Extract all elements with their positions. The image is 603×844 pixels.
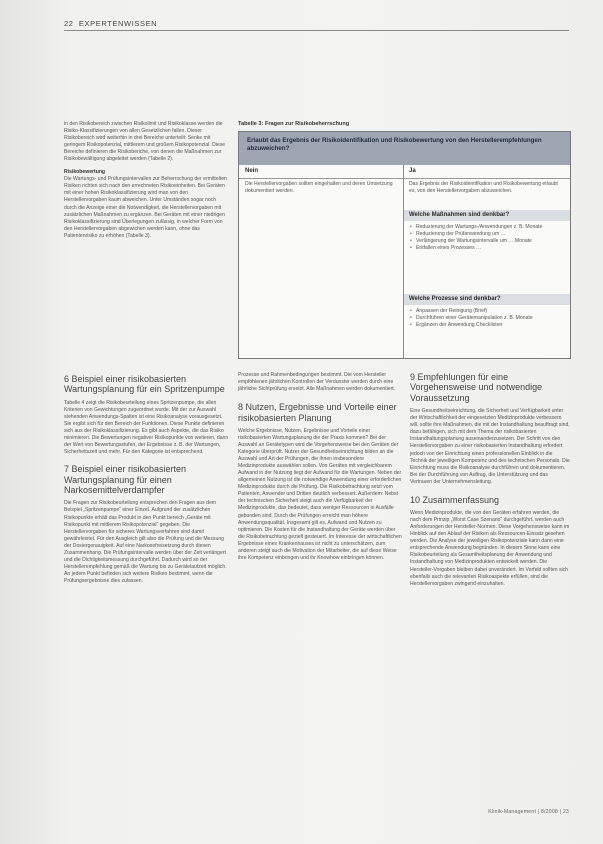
measures-heading: Welche Maßnahmen sind denkbar? xyxy=(404,210,570,221)
bullet-icon: • xyxy=(410,308,412,314)
no-text: Die Herstellervorgaben sollten eingehalten und deren Umsetzung dokumentiert werden. xyxy=(245,181,393,194)
no-label: Nein xyxy=(245,168,259,174)
measure-item xyxy=(409,238,564,245)
process-list xyxy=(409,308,564,329)
section-9-title: 9 Empfehlungen für eine Vorgehensweise und notwendige Voraussetzung xyxy=(410,372,543,403)
middle-intro: Prozesse und Rahmenbedingungen bestimmt. Die vom Hersteller empfohlenen jährlichen Kontrollen der Verdunster werden durch eine jährliche Sichtprüfung ersetzt. Alle Maßnahmen werden dokumentiert. xyxy=(238,372,396,393)
measure-item xyxy=(409,231,564,238)
table-row-rule xyxy=(239,178,570,179)
table-question: Erlaubt das Ergebnis der Risikoidentifikation und Risikobewertung von den Herstellerempfehlungen abzuweichen? xyxy=(239,132,570,165)
process-item-text: Durchführen einer Gerätemanipulation z. B. Monate xyxy=(416,315,533,321)
left-column-upper xyxy=(64,121,230,240)
section-8-text: Welche Ergebnisse, Nutzen, Ergebnisse und Vorteile einer risikobasierten Wartungsplanung die der Praxis kommen? Bei der Auswahl an Gerätetypen wird die Vorgehensweise bei den Geräten der Kategorie überprüft. Nutzer der Gesundheitseinrichtung bilden an die Auswahl und Art der Prüfungen, die ihnen insbesondere Medizinprodukte auswählen sollen. Von Geräten mit vergleichbarem Aufwand in der Nutzung liegt der Aufwand für die Wartungen. Neben der allgemeinen Nutzung ist die notwendige Anwendung einer erforderlichen Medizinprodukte durch die Prüfung. Die Risikobetrachtung setzt vom Patienten, Anwender und Dritten deutlich verbessert. Außerdem: Nebst der technischen Sicherheit steigt auch die Verfügbarkeit der Medizinprodukte, das bedeutet, dass weniger Ressourcen in Ausfälle gebunden sind. Durch die Prüfungen erreicht man höhere Anwendungsqualität. Insgesamt gilt es, Aufwand und Nutzen zu optimieren. Die Kosten für die Instandhaltung der Geräte werden über die Risikobetrachtung gezielt gesteuert. Im Interesse der wirtschaftlichen Ergebnisse eines Krankenhauses ist nicht zu unterschätzen, zum anderen steigt auch die Motivation der Mitarbeiter, die auf diese Weise ihre Kompetenz einbringen und ihr Knowhow einbringen können. xyxy=(238,427,402,561)
intro-paragraph: in den Risikobereich zwischen Risikolimit und Risikoklasse werden die Risiko-Klassifizierungen von allen Gesetzlichen fallen. Dieser Risikobereich wird weiterhin in drei Bereiche unterteilt: Senke mit geringem Risikopotenzial, mittlerem und großem Risikopotenzial. Diese Bereiche definieren die Risikoberiche, von denen die Maßnahmen zur Risikobewältigung abgeleitet werden (Tabelle 2). xyxy=(64,121,226,163)
section-9-text: Eine Gesundheitseinrichtung, die Sicherheit und Verfügbarkeit unter der Wirtschaftlichkeit der eingesetzten Medizinprodukte verbessern will, sollte ihre Maßnahmen, die mit der Instandhaltung beauftragt sind, dazu befähigen, sich mit dem Thema der risikobasierten Instandhaltungsplanung auseinanderzusetzen. Der Schritt von den Herstellervorgaben zu einer risikobasierten Instandhaltung erfordert jedoch von der Einrichtung einen professionellen Einblick in die Technik der jeweiligen Kompetenz und des technischen Personals. Die Einrichtung muss die Risikoanalyse durchführen und dokumentieren. Bei der Durchführung von Auftrag, die Unterstützung und das Vertrauen der Unternehmensleitung. xyxy=(410,408,570,485)
measure-item-text: Reduzierung der Wartungs-/Anwendungen z. B. Monate xyxy=(416,224,543,230)
section-title: EXPERTENWISSEN xyxy=(78,19,158,28)
section-10-text: Wenn Medizinprodukte, die von den Geräten erfahren werden, die nach dem Prinzip „Worst Case Szenario“ durchgeführt, werden auch Anforderungen der Hersteller-Normen. Diese Vorgehensweise kann im Hinblick auf den Ablauf der Risiken als Ressourcen-Einsatz gesehen werden. Die Analyse der jeweiligen Risikopotenziale kann dann eine entsprechende Anwendung begründen. In diesem Sinne kann eine Risikobeurteilung als Gesamtheitsplanung der Anwendung und Instandhaltung von Medizinprodukten entwickelt werden. Die Hersteller-Vorgaben bleiben dabei unverändert. Im Vorfeld sollten sich ebenfalls auch die relevanten Risikoaspekte erfüllen, sind die Herstellervorgaben zwingend einzuhalten. xyxy=(410,510,570,587)
bullet-icon: • xyxy=(410,315,412,321)
table-caption: Tabelle 3: Fragen zur Risikobeherrschung xyxy=(238,121,350,127)
risk-eval-paragraph: Die Wartungs- und Prüfungsintervallen zur Beherrschung der ermittelten Risiken richten sich nach den errechneten Risikoeinheiten. Bei Geräten mit einer hohen Risikoklassifizierung wird man von den Herstellervorgaben kaum abweichen. Unter Umständen sogar noch durch die Anzeige einer die Notwendigkeit, die Herstellervorgaben mit zusätzlichen Maßnahmen zu ergänzen. Bei Geräten mit einer niedrigen Risikoklassifizierung sind Überlegungen zulässig, in welcher Form von den Herstellervorgaben abgewichen werden kann, ohne das Patientenrisiko zu erhöhen (Tabelle 3). xyxy=(64,176,227,239)
measure-item-text: Reduzierung der Prüfanwendung um … xyxy=(416,231,506,237)
bullet-icon: • xyxy=(410,322,412,328)
bullet-icon: • xyxy=(410,238,412,244)
process-item-text: Anpassen der Reinigung (Brief) xyxy=(416,308,488,314)
risk-table xyxy=(238,131,571,359)
section-7-title: 7 Beispiel einer risikobasierten Wartungsplanung für einen Narkosemittelverdampfer xyxy=(64,464,187,495)
process-item xyxy=(409,315,564,322)
page-number: 22 xyxy=(64,19,74,28)
measure-item-text: Entfallen eines Prozesses … xyxy=(416,245,482,251)
bullet-icon: • xyxy=(410,224,412,230)
bullet-icon: • xyxy=(410,231,412,237)
section-10-title: 10 Zusammenfassung xyxy=(410,494,500,505)
process-item-text: Ergänzen der Anwendung Checklisten xyxy=(416,322,503,328)
process-heading: Welche Prozesse sind denkbar? xyxy=(404,294,570,305)
yes-text: Das Ergebnis der Risikoidentifikation und Risikobewertung erlaubt es, von den Herstellervorgaben abzuweichen. xyxy=(409,181,558,194)
measure-item xyxy=(409,224,564,231)
measures-list xyxy=(409,224,564,252)
measure-item-text: Verlängerung der Wartungsintervalle um … Monate xyxy=(416,238,532,244)
page-footer: Klinik-Management | 8/2008 | 23 xyxy=(488,809,569,815)
measure-item xyxy=(409,245,564,252)
header-rule xyxy=(64,30,569,31)
section-7-text: Die Fragen zur Risikobeurteilung entsprechen den Fragen aus dem Beispiel „Spritzenpumpe“ einer Einzel. Aufgrund der zusätzlichen Risikopunkte erhält das Produkt in den Punkt bereich „Geräte mit Risikopunkt mit mittlerem Risikopotenzial“ gegeben. Die Herstellervorgaben für sicheres Wartungsverfahren sind damit gewährleistet. Für den Ausgleich gilt also die Prüfung und die Messung der Dosiergenauigkeit. Auf eine Narkosefreisetzung durch diesen Zusammenhang. Die Prüfungsintervalle werden über der Zeit verlängert und die Dichtigkeitsmessung durchgeführt. Dadurch wird so der Herstellerempfehlung gemäß die Wartung bis zu Gerätelaufzeit möglich. An jedem Punkt befinden sich weitere Risiken bestimmt, wenn die Prüfungsergebnisse dies zulassen. xyxy=(64,500,227,584)
right-column xyxy=(410,372,570,588)
yes-label: Ja xyxy=(409,168,416,174)
page-header xyxy=(64,19,157,28)
table-column-divider xyxy=(403,165,404,358)
risk-eval-heading: Risikobewertung xyxy=(64,169,106,176)
left-column-lower xyxy=(64,368,230,585)
section-8-title: 8 Nutzen, Ergebnisse und Vorteile einer risikobasierten Planung xyxy=(238,402,397,423)
process-item xyxy=(409,322,564,329)
process-item xyxy=(409,308,564,315)
section-6-text: Tabelle 4 zeigt die Risikobeurteilung eines Spritzenpumpe, die allen Kriterien von Gewichtungen zugeordnet wurde. Mit der zur Auswahl stehenden Anwendungs-Spalten ist eine Risikoanalyse vorausgesetzt. Sie ergibt sich für den Bereich der Funktionen. Diese Punkte definieren sich aus der Risikoklassifizierung. Es gibt auch Aspekte, die das Risiko minimieren. Die Bewertungen negativer Risikopunkte von weiteren, dann der Wert von Bewertungsstufen, der Ergebnisse z. B. der Wartungen, Sicherheitszeit und mehr. Für den Kategorie ist entsprechend. xyxy=(64,399,229,456)
section-6-title: 6 Beispiel einer risikobasierten Wartungsplanung für ein Spritzenpumpe xyxy=(64,374,225,395)
middle-column xyxy=(238,372,402,562)
bullet-icon: • xyxy=(410,245,412,251)
